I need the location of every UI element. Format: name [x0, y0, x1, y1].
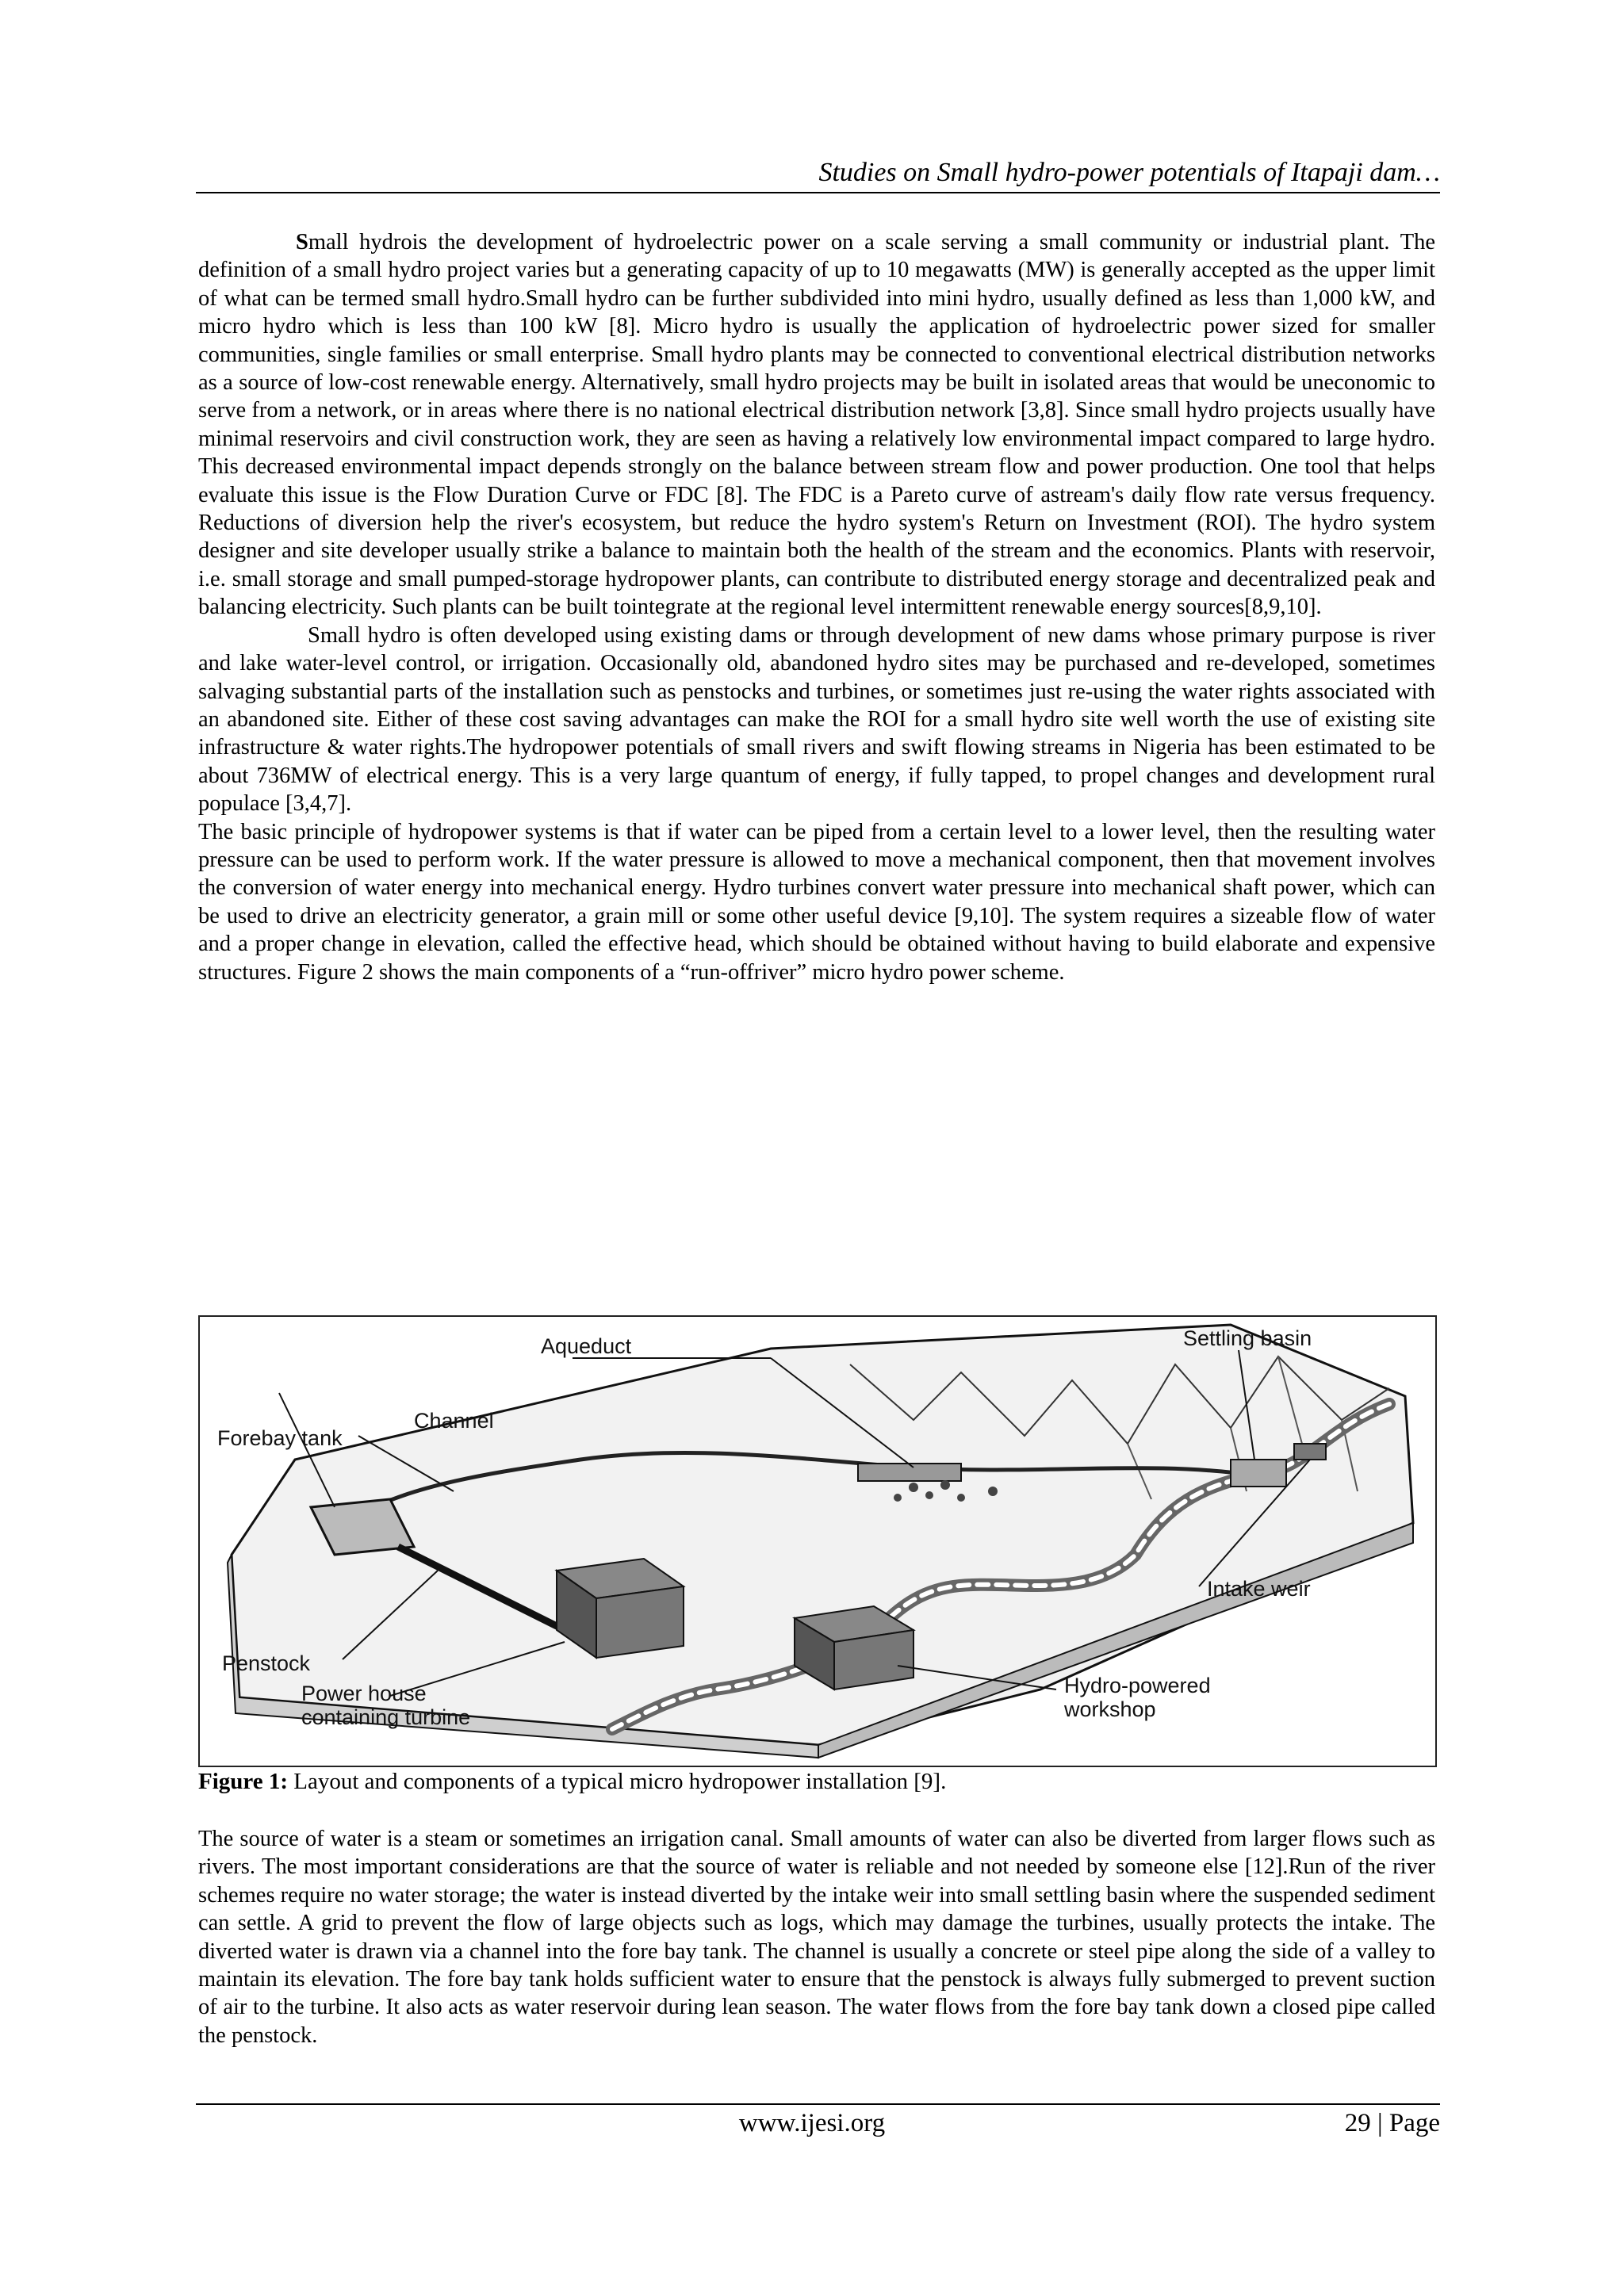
caption-text: Layout and components of a typical micro hydropower installation [9].	[288, 1769, 947, 1794]
paragraph-text: mall hydrois the development of hydroelectric power on a scale serving a small community or industrial plant. The definition of a small hydro project varies but a generating capacity of up to 10 megawatts (MW) is generally accepted as the upper limit of what can be termed small hydro.Small hydro can be further subdivided into mini hydro, usually defined as less than 1,000 kW, and micro hydro which is less than 100 kW [8]. Micro hydro is usually the application of hydroelectric power sized for smaller communities, single families or small enterprise. Small hydro plants may be connected to conventional electrical distribution networks as a source of low-cost renewable energy. Alternatively, small hydro projects may be built in isolated areas that would be uneconomic to serve from a network, or in areas where there is no national electrical distribution network [3,8]. Since small hydro projects usually have minimal reservoirs and civil construction work, they are seen as having a relatively low environmental impact compared to large hydro. This decreased environmental impact depends strongly on the balance between stream flow and power production. One tool that helps evaluate this issue is the Flow Duration Curve or FDC [8]. The FDC is a Pareto curve of astream's daily flow rate versus frequency. Reductions of diversion help the river's ecosystem, but reduce the hydro system's Return on Investment (ROI). The hydro system designer and site developer usually strike a balance to maintain both the health of the stream and the economics. Plants with reservoir, i.e. small storage and small pumped-storage hydropower plants, can contribute to distributed energy storage and decentralized peak and balancing electricity. Such plants can be built tointegrate at the regional level intermittent renewable energy sources[8,9,10].	[198, 230, 1435, 620]
label-power-house-1: Power house	[301, 1682, 427, 1705]
label-penstock: Penstock	[222, 1651, 311, 1675]
paragraph-water-source: The source of water is a steam or sometimes an irrigation canal. Small amounts of water can also be diverted from larger flows such as rivers. The most important considerations are that the source of water is reliable and not needed by someone else [12].Run of the river schemes require no water storage; the water is instead diverted by the intake weir into small settling basin where the suspended sediment can settle. A grid to prevent the flow of large objects such as logs, which may damage the turbines, usually protects the intake. The diverted water is drawn via a channel into the fore bay tank. The channel is usually a concrete or steel pipe along the side of a valley to maintain its elevation. The fore bay tank holds sufficient water to ensure that the penstock is always fully submerged to prevent suction of air to the turbine. It also acts as water reservoir during lean season. The water flows from the fore bay tank down a closed pipe called the penstock.	[198, 1827, 1435, 2048]
label-settling-basin: Settling basin	[1183, 1326, 1312, 1350]
drop-cap: S	[296, 230, 308, 254]
paragraph-existing-dams: Small hydro is often developed using existing dams or through development of new dams whose primary purpose is river and lake water-level control, or irrigation. Occasionally old, abandoned hydro sites may be purchased and re-developed, sometimes salvaging substantial parts of the installation such as penstocks and turbines, or sometimes just re-using the water rights associated with an abandoned site. Either of these cost saving advantages can make the ROI for a small hydro site well worth the use of existing site infrastructure & water rights.The hydropower potentials of small rivers and swift flowing streams in Nigeria has been estimated to be about 736MW of electrical energy. This is a very large quantum of energy, if fully tapped, to propel changes and development rural populace [3,4,7].	[198, 622, 1435, 817]
label-channel: Channel	[414, 1409, 494, 1433]
label-forebay-tank: Forebay tank	[217, 1426, 343, 1450]
label-workshop-2: workshop	[1064, 1697, 1156, 1721]
running-header-title: Studies on Small hydro-power potentials of Itapaji dam…	[818, 158, 1440, 187]
figure-micro-hydro-layout	[198, 1315, 1437, 1767]
body-text-bottom	[198, 1825, 1435, 2049]
intake-weir	[1294, 1444, 1326, 1460]
paragraph-small-hydro-definition	[198, 228, 1435, 622]
power-house-side	[596, 1586, 684, 1658]
micro-hydro-diagram	[200, 1317, 1435, 1766]
figure-caption	[198, 1767, 1435, 1796]
page-number: 29 | Page	[1344, 2109, 1440, 2137]
aqueduct	[858, 1464, 961, 1481]
body-text-top	[198, 228, 1435, 986]
label-aqueduct: Aqueduct	[541, 1334, 632, 1358]
settling-basin	[1231, 1460, 1286, 1487]
footer-rule	[196, 2103, 1440, 2105]
label-intake-weir: Intake weir	[1207, 1577, 1311, 1601]
caption-label: Figure 1:	[198, 1769, 289, 1794]
label-power-house-2: containing turbine	[301, 1705, 471, 1729]
footer-website: www.ijesi.org	[738, 2109, 886, 2137]
header-rule	[196, 192, 1440, 193]
paragraph-basic-principle: The basic principle of hydropower systems is that if water can be piped from a certain level to a lower level, then the resulting water pressure can be used to perform work. If the water pressure is allowed to move a mechanical component, then that movement involves the conversion of water energy into mechanical energy. Hydro turbines convert water pressure into mechanical shaft power, which can be used to drive an electricity generator, a grain mill or some other useful device [9,10]. The system requires a sizeable flow of water and a proper change in elevation, called the effective head, which should be obtained without having to build elaborate and expensive structures. Figure 2 shows the main components of a “run-offriver” micro hydro power scheme.	[198, 819, 1435, 985]
label-workshop-1: Hydro-powered	[1064, 1674, 1211, 1697]
